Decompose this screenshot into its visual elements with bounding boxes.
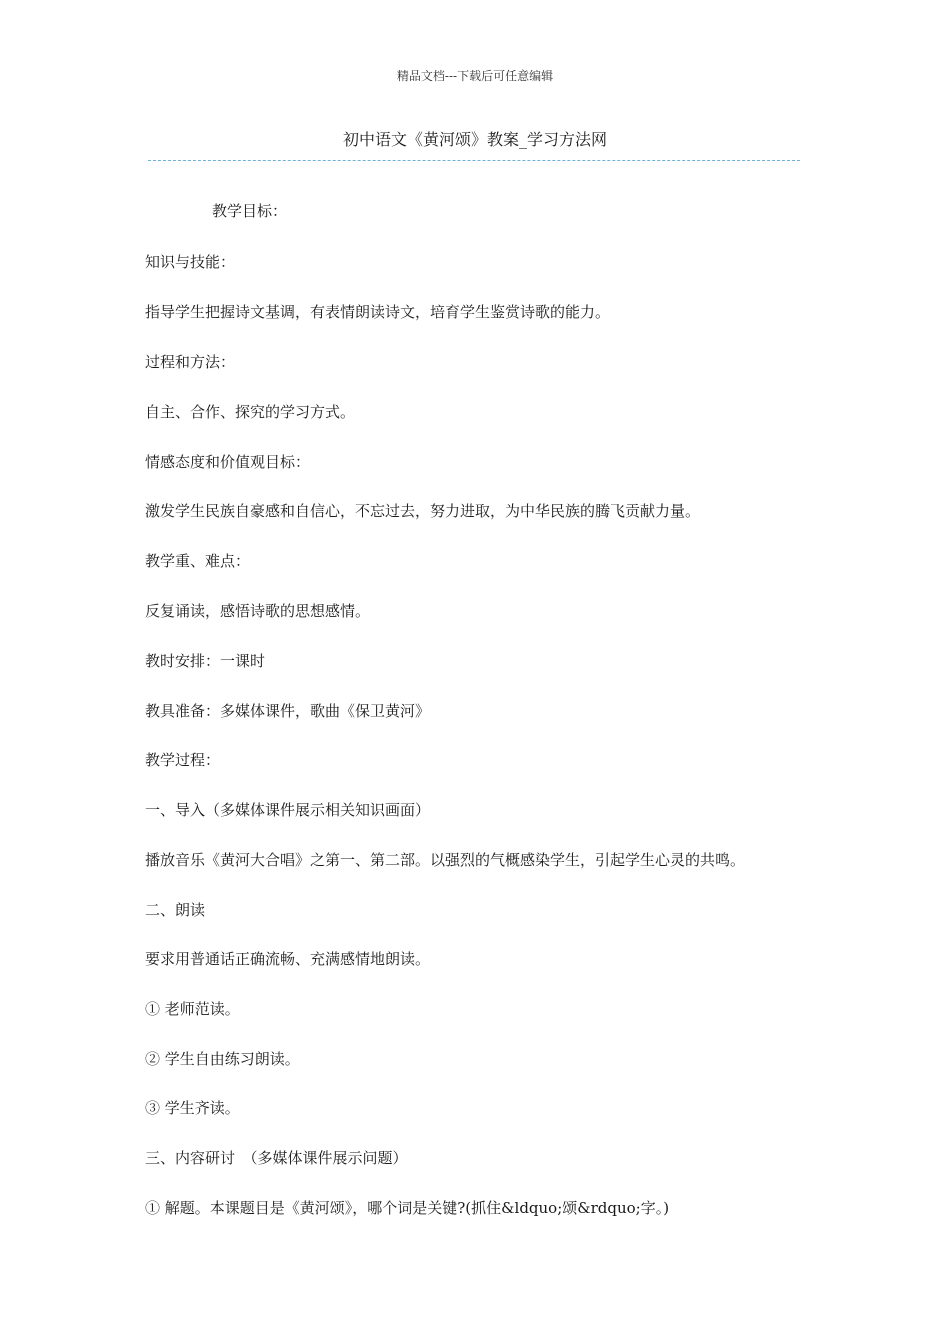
- paragraph: 激发学生民族自豪感和自信心，不忘过去，努力进取，为中华民族的腾飞贡献力量。: [145, 502, 701, 520]
- paragraph: 反复诵读，感悟诗歌的思想感情。: [145, 602, 371, 620]
- paragraph: ① 老师范读。: [145, 1000, 240, 1018]
- paragraph: 知识与技能：: [145, 253, 236, 271]
- paragraph: ③ 学生齐读。: [145, 1099, 240, 1117]
- paragraph: 教具准备：多媒体课件，歌曲《保卫黄河》: [145, 702, 431, 720]
- title-divider: [148, 160, 800, 161]
- paragraph: 过程和方法：: [145, 353, 236, 371]
- paragraph: 教时安排：一课时: [145, 652, 266, 670]
- paragraph: 要求用普通话正确流畅、充满感情地朗读。: [145, 950, 431, 968]
- paragraph: ① 解题。本课题目是《黄河颂》，哪个词是关键?(抓住&ldquo;颂&rdquo;字。): [145, 1199, 670, 1217]
- paragraph: 教学目标：: [212, 202, 288, 220]
- paragraph: 播放音乐《黄河大合唱》之第一、第二部。以强烈的气概感染学生，引起学生心灵的共鸣。: [145, 851, 746, 869]
- paragraph: ② 学生自由练习朗读。: [145, 1050, 300, 1068]
- paragraph: 三、内容研讨 （多媒体课件展示问题）: [145, 1149, 408, 1167]
- paragraph: 指导学生把握诗文基调，有表情朗读诗文，培育学生鉴赏诗歌的能力。: [145, 303, 611, 321]
- paragraph: 情感态度和价值观目标：: [145, 453, 311, 471]
- header-note: 精品文档---下载后可任意编辑: [396, 69, 554, 83]
- paragraph: 教学过程：: [145, 751, 221, 769]
- paragraph: 一、导入（多媒体课件展示相关知识画面）: [145, 801, 431, 819]
- paragraph: 二、朗读: [145, 901, 206, 919]
- paragraph: 教学重、难点：: [145, 552, 251, 570]
- paragraph: 自主、合作、探究的学习方式。: [145, 403, 356, 421]
- document-title: 初中语文《黄河颂》教案_学习方法网: [342, 130, 607, 149]
